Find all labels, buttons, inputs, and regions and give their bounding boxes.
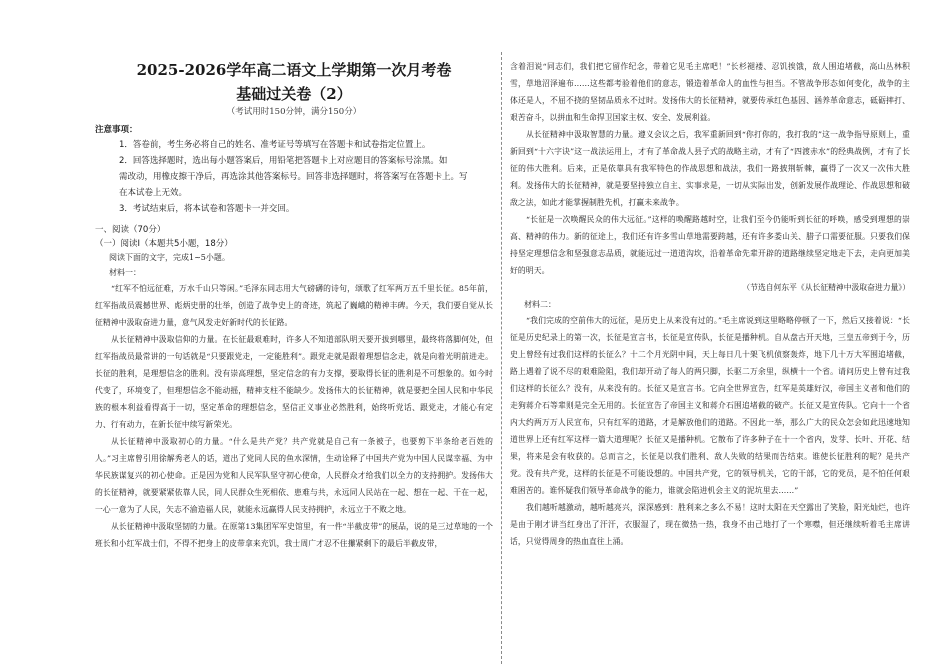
right-paragraph: 含着泪说“同志们，我们把它留作纪念，带着它见毛主席吧！”长杉褪褛、忍饥挨饿，敌人围追堵截，高山丛林积雪，草地沼泽遍布……这些都考验着他们的意志，锻造着革命人的血性与担当。不管战争形态如何变化，战争的主体还是人，不屈不挠的坚韧品质永不过时。发扬伟大的长征精神，就要传承红色基因、涵养革命意志，砥砺摔打、艰苦奋斗，以拼血和生命捍卫国家主权、安全、发展利益。 [510,62,910,122]
left-paragraph: “红军不怕远征难，万水千山只等闲。”毛泽东同志用大气磅礴的诗句，颂歌了红军两万五千里长征。85年前，红军指战员震撼世界、彪炳史册的壮举，创造了战争史上的奇迹，筑起了巍峨的精神丰碑。今天，我们要自觉从长征精神中汲取奋进力量，意气风发走好新时代的长征路。 [95,284,493,327]
material-two-label: 材料二： [524,300,556,309]
notice-item-1: 1．答卷前，考生务必将自己的姓名、准考证号等填写在答题卡和试卷指定位置上。 [119,140,431,150]
left-paragraph: 从长征精神中汲取坚韧的力量。在原第13集团军军史馆里，有一件“半截皮带”的展品，说的是三过草地的一个班长和小红军战士们，不得不把身上的皮带拿来充饥，我士周广才忍不住攥紧剩下的最后半截皮带， [95,522,493,548]
right-column [510,58,910,550]
left-paragraph: 从长征精神中汲取初心的力量。“什么是共产党？共产党就是自己有一条被子，也要剪下半条给老百姓的人。”习主席曾引用徐解秀老人的话，道出了党同人民的鱼水深情，生动诠释了中国共产党为中国人民谋幸福、为中华民族谋复兴的初心使命。正是因为党和人民军队坚守初心使命，人民群众才给我们以全力的支持拥护。发扬伟大的长征精神，就要紧紧依靠人民，同人民群众生死相依、患难与共，永远同人民站在一起、想在一起、干在一起，一心一意为了人民，矢志不渝造福人民，就能永远赢得人民支持拥护，永远立于不败之地。 [95,437,493,514]
right-paragraph: 我们越听越激动，越听越亮兴，深深感到：胜利来之多么不易！这时太阳在天空露出了笑脸，阳光灿烂，也许是由于刚才讲当红身出了汗汗，衣服湿了，现在微热一热，我身不由己地打了一个寒噤，但还继续听着毛主席讲话，只觉得周身的热血直往上涌。 [510,503,910,546]
notice-heading: 注意事项： [95,125,138,135]
right-paragraph: “长征是一次唤醒民众的伟大远征。”这样的唤醒路越时空，让我们至今仍能听到长征的呼唤，感受到理想的崇高、精神的伟力。新的征途上，我们还有许多雪山草地需要跨越，还有许多娄山关、腊子口需要征服。只要我们保持坚定理想信念和坚强意志品质，就能远过一道道沟坎，沿着革命先辈开辟的道路继续坚定地走下去，走向更加美好的明天。 [510,215,910,275]
material-one-label: 材料一： [109,268,141,277]
section-reading-one: （一）阅读Ⅰ（本题共5小题，18分） [95,239,233,249]
right-paragraph: “我们完成的空前伟大的远征，是历史上从来没有过的。”毛主席说到这里略略停顿了一下，然后又接着说：“长征是历史纪录上的第一次，长征是宣言书，长征是宣传队，长征是播种机。自从盘古开天地，三皇五帝到于今，历史上曾经有过我们这样的长征么？十二个月光阴中间，天上每日几十架飞机侦察轰炸，地下几十万大军围追堵截，路上遇着了说不尽的艰难险阻，我们却开动了每人的两只脚，长驱二万余里，纵横十一个省。请问历史上曾有过我们这样的长征么？没有，从来没有的。长征又是宣言书。它向全世界宣告，红军是英雄好汉，帝国主义者和他们的走狗蒋介石等辈则是完全无用的。长征宣告了帝国主义和蒋介石围追堵截的破产。长征又是宣传队。它向十一个省内大约两万万人民宣布，只有红军的道路，才是解放他们的道路。不因此一举，那么广大的民众怎会如此迅速地知道世界上还有红军这样一篇大道理呢？长征又是播种机。它散布了许多种子在十一个省内，发芽、长叶、开花、结果，将来是会有收获的。总而言之，长征是以我们胜利、敌人失败的结果而告结束。谁使长征胜利的呢？是共产党。没有共产党，这样的长征是不可能设想的。中国共产党，它的领导机关，它的干部，它的党员，是不怕任何艰难困苦的。谁怀疑我们领导革命战争的能力，谁就会陷进机会主义的泥坑里去……” [510,316,910,495]
section-reading: 一、阅读（70分） [95,225,166,235]
source-citation: （节选自何东平《从长征精神中汲取奋进力量》） [742,283,910,292]
left-paragraph: 从长征精神中汲取信仰的力量。在长征最艰难时，许多人不知道部队明天要开拔到哪里，最终将落脚何处，但红军指战员最常讲的一句话就是“只要跟党走，一定能胜利”。跟党走就是跟着理想信念走，就是向着光明前进走。长征的胜利，是理想信念的胜利。没有崇高理想，坚定信念的有力支撑，要取得长征的胜利是不可想象的。如今时代变了，环境变了，但理想信念不能动摇，精神支柱不能缺少。发扬伟大的长征精神，就是要把全国人民和中华民族的根本利益看得高于一切，坚定革命的理想信念，坚信正义事业必然胜利，始终听党话、跟党走，才能心有定力、行有动力，在新长征中续写新荣光。 [95,335,493,429]
time-note: （考试用时150分钟，满分150分） [226,107,362,117]
notice-item-3: 3．考试结束后，将本试卷和答题卡一并交回。 [119,204,295,214]
notice-item-2-cont: 需改动，用橡皮擦干净后，再选涂其他答案标号。回答非选择题时，将答案写在答题卡上。写 [119,172,468,182]
exam-title: 2025-2026学年高二语文上学期第一次月考卷 [136,61,452,79]
exam-subtitle: 基础过关卷（2） [236,85,352,103]
left-column [95,58,493,552]
reading-instruction: 阅读下面的文字，完成1~5小题。 [109,253,230,262]
notice-item-2: 2．回答选择题时，选出每小题答案后，用铅笔把答题卡上对应题目的答案标号涂黑。如 [119,156,448,166]
notice-item-2-end: 在本试卷上无效。 [119,188,188,198]
right-paragraph: 从长征精神中汲取智慧的力量。遵义会议之后，我军重新回到“你打你的，我打我的”这一战争指导原则上，重新回到“十六字诀”这一战法运用上，才有了革命战人县子式的战略主动，才有了“四渡赤水”的经典战例，才有了长征的伟大胜利。后来，正是依靠具有我军特色的作战思想和战法，我们一路披荆斩棘，赢得了一次又一次伟大胜利。发扬伟大的长征精神，就是要坚持独立自主、实事求是，一切从实际出发，创新发展作战理论、作战思想和破敌之法，如此才能掌握制胜先机，打赢未来战争。 [510,130,910,207]
column-divider [501,52,502,664]
